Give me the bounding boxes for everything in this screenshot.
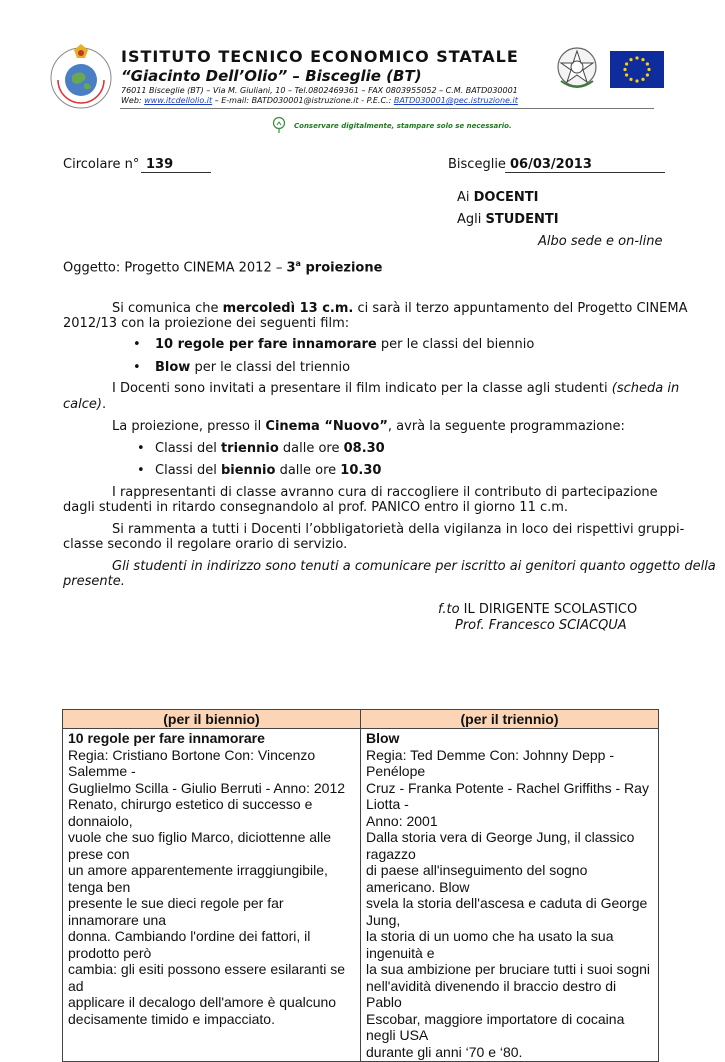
film-line: Guglielmo Scilla - Giulio Berruti - Anno: 2012 xyxy=(68,779,346,796)
paragraph-docenti: I Docenti sono invitati a presentare il film indicato per la classe agli studenti (scheda in xyxy=(112,381,680,396)
film-line: Cruz - Franka Potente - Rachel Griffiths - Ray Liotta - xyxy=(366,779,649,812)
recipient-albo: Albo sede e on-line xyxy=(538,234,663,249)
paragraph-genitori: Gli studenti in indirizzo sono tenuti a comunicare per iscritto ai genitori quanto oggetto della xyxy=(112,559,716,574)
film-line: un amore apparentemente irraggiungibile, tenga ben xyxy=(68,862,328,895)
bullet-dot: • xyxy=(137,441,145,456)
eco-note: Conservare digitalmente, stampare solo se necessario. xyxy=(294,122,512,130)
pec-link[interactable]: BATD030001@pec.istruzione.it xyxy=(393,96,518,105)
film-line: durante gli anni ‘70 e ‘80. xyxy=(366,1043,523,1060)
film-line: di paese all'inseguimento del sogno americano. Blow xyxy=(366,862,588,895)
recipient-docenti: Ai DOCENTI xyxy=(457,190,539,205)
film-line: presente le sue dieci regole per far innamorare una xyxy=(68,895,284,928)
film-card-biennio xyxy=(63,729,361,1061)
paragraph-vigilanza: Si rammenta a tutti i Docenti l’obbligatorietà della vigilanza in loco dei rispettivi gruppi- xyxy=(112,522,685,537)
bullet-dot: • xyxy=(133,360,141,375)
table-row xyxy=(63,729,658,1061)
film-line: vuole che suo figlio Marco, diciottenne alle prese con xyxy=(68,829,332,862)
paragraph-contributo: I rappresentanti di classe avranno cura di raccogliere il contributo di partecipazione xyxy=(112,485,658,500)
paragraph-vigilanza-cont: classe secondo il regolare orario di servizio. xyxy=(63,537,348,552)
schedule-biennio: Classi del biennio dalle ore 10.30 xyxy=(155,463,382,478)
film-title: Blow xyxy=(366,730,400,746)
schedule-triennio: Classi del triennio dalle ore 08.30 xyxy=(155,441,385,456)
film-item-triennio: Blow per le classi del triennio xyxy=(155,360,351,375)
film-line: cambia: gli esiti possono essere esilaranti se ad xyxy=(68,961,346,994)
paragraph-venue: La proiezione, presso il Cinema “Nuovo”, avrà la seguente programmazione: xyxy=(112,419,625,434)
film-line: Regia: Ted Demme Con: Johnny Depp - Penélope xyxy=(366,746,614,779)
film-line: Regia: Cristiano Bortone Con: Vincenzo Salemme - xyxy=(68,746,316,779)
circolare-label: Circolare n° xyxy=(63,157,140,172)
film-line: Escobar, maggiore importatore di cocaina negli USA xyxy=(366,1010,625,1043)
place-label: Bisceglie xyxy=(448,157,506,172)
recipient-studenti: Agli STUDENTI xyxy=(457,212,559,227)
signature-name: Prof. Francesco SCIACQUA xyxy=(455,618,627,633)
film-line: Anno: 2001 xyxy=(366,812,438,829)
school-logo xyxy=(46,40,116,110)
circolare-number: 139 xyxy=(146,157,174,172)
film-line: Renato, chirurgo estetico di successo e donnaiolo, xyxy=(68,796,313,829)
italian-republic-emblem xyxy=(555,45,599,93)
paragraph-contributo-cont: dagli studenti in ritardo consegnandolo al prof. PANICO entro il giorno 11 c.m. xyxy=(63,500,569,515)
eco-tree-icon xyxy=(270,116,288,134)
film-line: la storia di un uomo che ha usato la sua ingenuità e xyxy=(366,928,614,961)
film-line: nell'avidità divenendo il braccio destro di Pablo xyxy=(366,977,617,1010)
paragraph-intro-cont: 2012/13 con la proiezione dei seguenti film: xyxy=(63,316,350,331)
subject-line: Oggetto: Progetto CINEMA 2012 – 3$^a$ proiezione xyxy=(63,259,383,276)
email-text: – E-mail: BATD030001@istruzione.it - P.E.C.: xyxy=(212,96,394,105)
paragraph-genitori-cont: presente. xyxy=(63,574,125,589)
table-header-triennio: (per il triennio) xyxy=(460,711,559,727)
film-line: svela la storia dell'ascesa e caduta di George Jung, xyxy=(366,895,648,928)
web-label: Web: xyxy=(121,96,145,105)
institute-name: ISTITUTO TECNICO ECONOMICO STATALE xyxy=(121,47,519,66)
bullet-dot: • xyxy=(137,463,145,478)
institute-subtitle: “Giacinto Dell’Olio” – Bisceglie (BT) xyxy=(121,67,422,85)
paragraph-docenti-cont: calce). xyxy=(63,397,107,412)
film-line: donna. Cambiando l'ordine dei fattori, il prodotto però xyxy=(68,928,311,961)
header-divider xyxy=(120,108,654,109)
institute-contacts xyxy=(121,96,518,105)
film-card-triennio xyxy=(361,729,658,1061)
film-title: 10 regole per fare innamorare xyxy=(68,730,265,746)
paragraph-intro: Si comunica che mercoledì 13 c.m. ci sarà il terzo appuntamento del Progetto CINEMA xyxy=(112,301,688,316)
website-link[interactable]: www.itcdellolio.it xyxy=(144,96,213,105)
bullet-dot: • xyxy=(133,337,141,352)
film-line: Dalla storia vera di George Jung, il classico ragazzo xyxy=(366,829,635,862)
signature-role: f.to IL DIRIGENTE SCOLASTICO xyxy=(438,602,638,617)
table-header-row xyxy=(63,710,658,729)
institute-address: 76011 Bisceglie (BT) – Via M. Giuliani, 10 – Tel.0802469361 – FAX 0803955052 – C.M. BATD030001 xyxy=(121,86,518,95)
films-table xyxy=(62,709,659,1062)
eu-flag xyxy=(610,51,664,88)
film-line: applicare il decalogo dell'amore è qualcuno xyxy=(68,994,337,1010)
circolare-date: 06/03/2013 xyxy=(510,157,592,172)
film-item-biennio: 10 regole per fare innamorare per le classi del biennio xyxy=(155,337,535,352)
table-header-biennio: (per il biennio) xyxy=(63,710,361,728)
film-line: decisamente timido e impacciato. xyxy=(68,1010,275,1027)
film-line: la sua ambizione per bruciare tutti i suoi sogni xyxy=(366,961,651,977)
